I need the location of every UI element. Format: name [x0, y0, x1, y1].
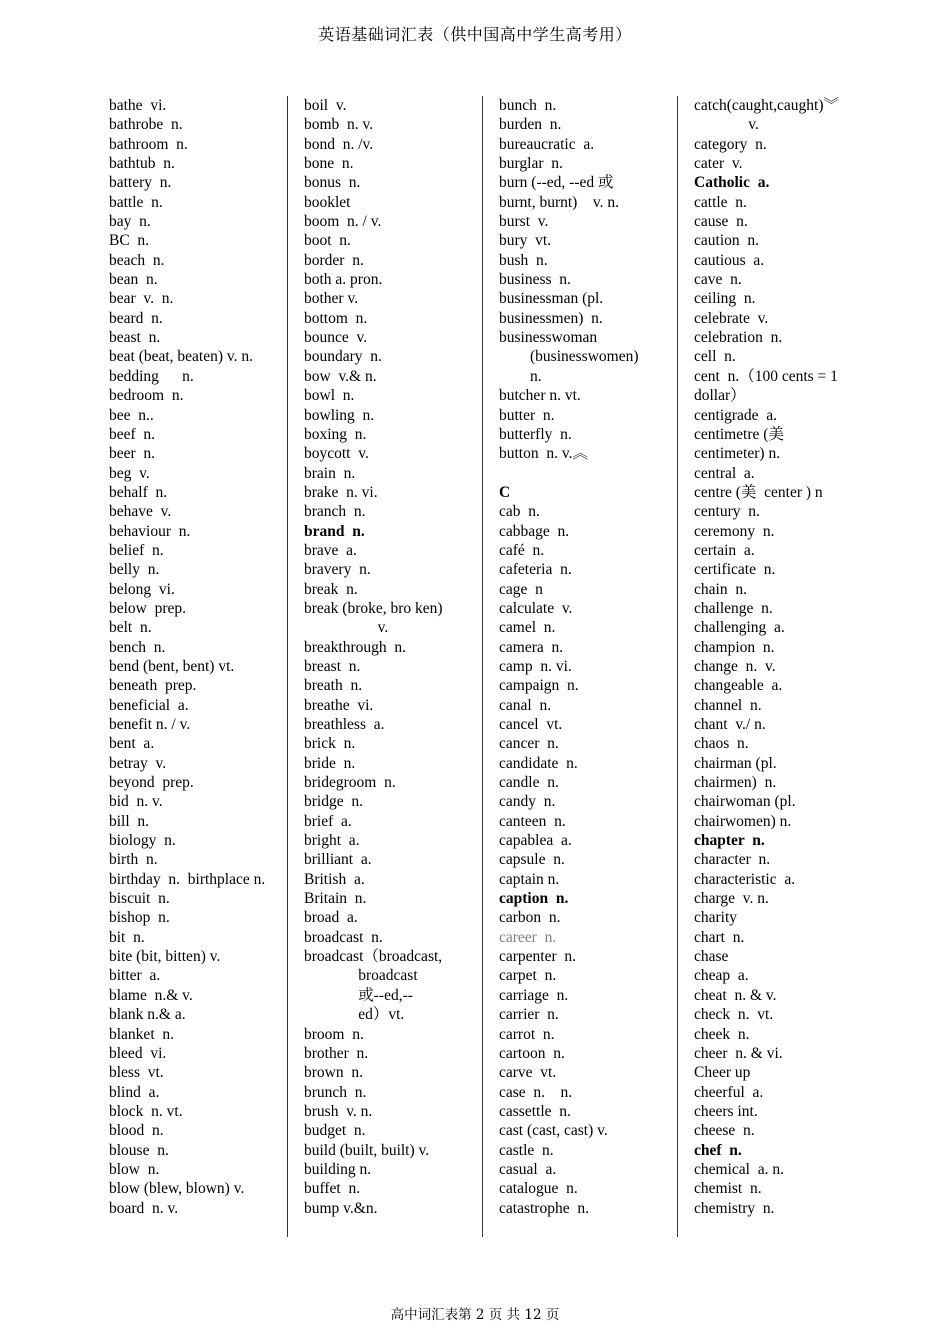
vocab-entry: bowl n. — [304, 387, 355, 405]
vocab-entry: bench n. — [109, 638, 166, 656]
vocab-entry: butterfly n. — [499, 425, 572, 443]
vocab-entry: centre (美 center ) n — [694, 483, 823, 501]
vocab-entry: challenging a. — [694, 619, 785, 637]
vocab-entry: beach n. — [109, 251, 165, 269]
vocab-entry: blanket n. — [109, 1025, 174, 1043]
vocab-entry: cave n. — [694, 271, 742, 289]
vocab-entry: beast n. — [109, 329, 161, 347]
vocab-entry: bravery n. — [304, 561, 371, 579]
vocab-entry: businesswoman (businesswomen) n. — [499, 329, 639, 385]
vocab-entry: brown n. — [304, 1064, 363, 1082]
vocab-entry: camp n. vi. — [499, 657, 572, 675]
vocab-entry: broadcast（broadcast, broadcast 或--ed,-- ed）vt. — [304, 948, 443, 1024]
vocab-entry: certificate n. — [694, 561, 776, 579]
vocab-entry: beat (beat, beaten) v. n. — [109, 348, 254, 366]
vocab-entry: bridge n. — [304, 793, 363, 811]
vocab-entry: bother v. — [304, 290, 359, 308]
vocab-entry: breathe vi. — [304, 696, 374, 714]
vocab-entry: catch(caught,caught)︾ v. — [694, 97, 840, 134]
vocab-entry: birth n. — [109, 851, 158, 869]
vocab-entry: chaos n. — [694, 735, 749, 753]
vocab-entry: capablea a. — [499, 832, 572, 850]
vocab-column-1 — [109, 96, 277, 1236]
vocab-entry: channel n. — [694, 696, 762, 714]
vocab-entry: ceremony n. — [694, 522, 775, 540]
vocab-entry: burden n. — [499, 116, 562, 134]
vocab-entry: bid n. v. — [109, 793, 163, 811]
vocab-entry: change n. v. — [694, 657, 776, 675]
vocab-entry: bridegroom n. — [304, 774, 396, 792]
vocab-entry: candle n. — [499, 774, 559, 792]
vocab-entry: chef n. — [694, 1141, 742, 1159]
vocab-entry: bit n. — [109, 928, 145, 946]
vocab-entry: bottom n. — [304, 309, 368, 327]
vocab-entry: century n. — [694, 503, 760, 521]
vocab-entry: canal n. — [499, 696, 552, 714]
vocab-entry: block n. vt. — [109, 1102, 183, 1120]
vocab-entry: blame n.& v. — [109, 986, 193, 1004]
vocab-entry: battle n. — [109, 193, 163, 211]
vocab-entry: button n. v.︽ — [499, 445, 588, 463]
vocab-entry: chant v./ n. — [694, 716, 766, 733]
vocab-entry: behave v. — [109, 503, 172, 521]
vocab-entry: beneath prep. — [109, 677, 197, 695]
vocab-entry: beard n. — [109, 309, 163, 327]
vocab-entry: brake n. vi. — [304, 483, 378, 501]
vocab-entry: cab n. — [499, 503, 540, 521]
vocab-entry: bee n.. — [109, 406, 154, 424]
vocab-entry: cent n.（100 cents = 1 dollar） — [694, 367, 838, 405]
vocab-column-4 — [694, 96, 864, 1236]
vocab-entry: betray v. — [109, 754, 167, 772]
vocab-entry: break (broke, bro ken) v. — [304, 599, 443, 637]
vocab-entry: bishop n. — [109, 909, 170, 927]
vocab-entry: bitter a. — [109, 967, 161, 985]
vocab-entry: British a. — [304, 870, 365, 888]
vocab-entry: cage n — [499, 580, 543, 598]
vocab-entry: benefit n. / v. — [109, 716, 191, 733]
vocab-entry: branch n. — [304, 503, 366, 521]
vocab-entry: brush v. n. — [304, 1102, 373, 1120]
vocab-entry: cancer n. — [499, 735, 559, 753]
vocab-entry: bleed vi. — [109, 1044, 167, 1062]
vocab-entry: cafeteria n. — [499, 561, 572, 579]
vocab-entry: boil v. — [304, 97, 347, 114]
vocab-entry: Britain n. — [304, 890, 367, 908]
vocab-entry: caution n. — [694, 232, 759, 250]
vocab-entry: blow n. — [109, 1160, 160, 1178]
vocab-entry: cheat n. & v. — [694, 986, 777, 1004]
vocab-entry: breast n. — [304, 657, 361, 675]
vocab-entry: boxing n. — [304, 425, 367, 443]
vocab-entry: candy n. — [499, 793, 556, 811]
vocab-entry: celebrate v. — [694, 309, 769, 327]
vocab-entry: bowling n. — [304, 406, 375, 424]
page-header: 英语基础词汇表（供中国高中学生高考用） — [318, 25, 632, 44]
vocab-entry: birthday n. birthplace n. — [109, 870, 266, 888]
vocab-entry: canteen n. — [499, 812, 566, 830]
vocab-entry: butcher n. vt. — [499, 387, 581, 405]
vocab-entry: carrier n. — [499, 1006, 559, 1024]
vocab-entry: blood n. — [109, 1122, 164, 1140]
column-divider — [677, 96, 678, 1237]
vocab-entry: carrot n. — [499, 1025, 555, 1043]
blank-line — [499, 464, 661, 483]
vocab-entry: belong vi. — [109, 580, 175, 598]
vocab-entry: breakthrough n. — [304, 638, 407, 656]
vocab-entry: cater v. — [694, 155, 743, 173]
vocab-entry: businessman (pl. businessmen) n. — [499, 290, 604, 327]
vocab-entry: biology n. — [109, 832, 176, 850]
vocab-entry: biscuit n. — [109, 890, 170, 908]
vocab-entry: bent a. — [109, 735, 155, 753]
vocab-entry: bless vt. — [109, 1064, 164, 1082]
vocab-column-2 — [304, 96, 464, 1236]
vocab-entry: celebration n. — [694, 329, 783, 347]
vocab-entry: bone n. — [304, 155, 354, 173]
vocab-entry: caption n. — [499, 890, 569, 908]
vocab-entry: beg v. — [109, 464, 150, 482]
vocab-entry: BC n. — [109, 232, 150, 250]
vocab-entry: chemical a. n. — [694, 1160, 784, 1178]
vocab-entry: centimetre (美 centimeter) n. — [694, 425, 784, 463]
vocab-entry: cabbage n. — [499, 522, 570, 540]
vocab-entry: champion n. — [694, 638, 775, 656]
vocab-entry: captain n. — [499, 870, 560, 888]
vocab-entry: brother n. — [304, 1044, 369, 1062]
vocab-entry: carriage n. — [499, 986, 569, 1004]
vocab-entry: casual a. — [499, 1160, 557, 1178]
vocab-entry: chemistry n. — [694, 1199, 775, 1217]
vocab-entry: bathrobe n. — [109, 116, 183, 134]
vocab-entry: chapter n. — [694, 832, 765, 850]
vocab-entry: cast (cast, cast) v. — [499, 1122, 608, 1140]
vocab-entry: category n. — [694, 135, 767, 153]
vocab-entry: bow v.& n. — [304, 367, 377, 385]
vocab-entry: brick n. — [304, 735, 356, 753]
vocab-entry: buffet n. — [304, 1180, 361, 1198]
vocab-entry: bear v. n. — [109, 290, 174, 308]
vocab-entry: brief a. — [304, 812, 352, 830]
vocab-entry: bedding n. — [109, 367, 194, 385]
vocab-entry: break n. — [304, 580, 358, 598]
vocab-entry: broom n. — [304, 1025, 364, 1043]
vocab-entry: business n. — [499, 271, 571, 289]
vocab-entry: cell n. — [694, 348, 736, 366]
vocab-entry: burglar n. — [499, 155, 563, 173]
vocab-entry: carpenter n. — [499, 948, 577, 966]
vocab-entry: charge v. n. — [694, 890, 769, 908]
page-footer: 高中词汇表第 2 页 共 12 页 — [390, 1307, 560, 1323]
vocab-entry: certain a. — [694, 541, 755, 559]
vocab-entry: case n. n. — [499, 1083, 573, 1101]
vocab-entry: beer n. — [109, 445, 156, 463]
vocab-entry: blow (blew, blown) v. — [109, 1180, 245, 1198]
vocab-entry: central a. — [694, 464, 755, 482]
vocab-entry: carpet n. — [499, 967, 557, 985]
vocab-entry: bathe vi. — [109, 97, 167, 114]
vocab-entry: belt n. — [109, 619, 152, 637]
vocab-entry: chase — [694, 948, 729, 966]
vocab-entry: brain n. — [304, 464, 356, 482]
vocab-entry: capsule n. — [499, 851, 565, 869]
vocab-entry: build (built, built) v. — [304, 1141, 430, 1159]
vocab-entry: cheese n. — [694, 1122, 755, 1140]
vocab-entry: ceiling n. — [694, 290, 756, 308]
vocab-entry: C — [499, 483, 511, 501]
vocab-entry: butter n. — [499, 406, 555, 424]
vocab-entry: calculate v. — [499, 599, 573, 617]
vocab-entry: brilliant a. — [304, 851, 372, 869]
vocab-entry: bush n. — [499, 251, 548, 269]
vocab-entry: characteristic a. — [694, 870, 796, 888]
vocab-entry: belief n. — [109, 541, 164, 559]
vocab-entry: chairman (pl. chairmen) n. — [694, 754, 777, 792]
vocab-entry: below prep. — [109, 599, 187, 617]
vocab-entry: character n. — [694, 851, 771, 869]
vocab-entry: chemist n. — [694, 1180, 762, 1198]
vocab-entry: cassettle n. — [499, 1102, 571, 1120]
vocab-entry: bomb n. v. — [304, 116, 374, 134]
vocab-entry: cheap a. — [694, 967, 749, 985]
vocab-entry: Cheer up — [694, 1064, 751, 1082]
vocab-entry: catalogue n. — [499, 1180, 578, 1198]
vocab-entry: burn (--ed, --ed 或 burnt, burnt) v. n. — [499, 174, 619, 211]
vocab-entry: bunch n. — [499, 97, 557, 114]
vocab-entry: cattle n. — [694, 193, 747, 211]
vocab-entry: bureaucratic a. — [499, 135, 595, 153]
vocab-entry: bend (bent, bent) vt. — [109, 657, 235, 675]
vocab-entry: behalf n. — [109, 483, 168, 501]
vocab-entry: boom n. / v. — [304, 213, 382, 231]
vocab-entry: bounce v. — [304, 329, 368, 347]
vocab-entry: bonus n. — [304, 174, 361, 192]
vocab-entry: blank n.& a. — [109, 1006, 186, 1024]
vocab-entry: carbon n. — [499, 909, 561, 927]
vocab-entry: breathless a. — [304, 716, 385, 733]
vocab-entry: behaviour n. — [109, 522, 191, 540]
vocab-entry: chain n. — [694, 580, 747, 598]
vocab-entry: chart n. — [694, 928, 745, 946]
vocab-entry: cheek n. — [694, 1025, 750, 1043]
vocab-entry: bright a. — [304, 832, 360, 850]
vocab-entry: both a. pron. — [304, 271, 383, 289]
vocab-entry: cartoon n. — [499, 1044, 565, 1062]
vocab-entry: bay n. — [109, 213, 151, 231]
vocab-entry: blouse n. — [109, 1141, 169, 1159]
vocab-entry: beneficial a. — [109, 696, 189, 714]
vocab-entry: check n. vt. — [694, 1006, 774, 1024]
vocab-entry: building n. — [304, 1160, 372, 1178]
vocab-entry: bathtub n. — [109, 155, 175, 173]
vocab-entry: breath n. — [304, 677, 363, 695]
vocab-entry: carve vt. — [499, 1064, 557, 1082]
vocab-entry: candidate n. — [499, 754, 578, 772]
vocab-entry: beyond prep. — [109, 774, 194, 792]
vocab-entry: bury vt. — [499, 232, 552, 250]
vocab-entry: cheerful a. — [694, 1083, 764, 1101]
vocab-entry: charity — [694, 909, 738, 927]
vocab-entry: boundary n. — [304, 348, 382, 366]
vocab-entry: brave a. — [304, 541, 357, 559]
vocab-entry: catastrophe n. — [499, 1199, 589, 1217]
vocab-entry: cheer n. & vi. — [694, 1044, 783, 1062]
vocab-entry: bathroom n. — [109, 135, 188, 153]
vocab-entry: broad a. — [304, 909, 358, 927]
vocab-entry: beef n. — [109, 425, 156, 443]
vocab-entry: cheers int. — [694, 1102, 758, 1120]
vocab-entry: bite (bit, bitten) v. — [109, 948, 221, 966]
vocab-entry: challenge n. — [694, 599, 773, 617]
column-divider — [482, 96, 483, 1237]
vocab-entry: bill n. — [109, 812, 150, 830]
vocab-entry: cancel vt. — [499, 716, 563, 733]
vocab-entry: bean n. — [109, 271, 158, 289]
vocab-entry: board n. v. — [109, 1199, 179, 1217]
vocab-entry: chairwoman (pl. chairwomen) n. — [694, 793, 796, 830]
column-divider — [287, 96, 288, 1237]
vocab-entry: cause n. — [694, 213, 748, 231]
vocab-entry: blind a. — [109, 1083, 160, 1101]
vocab-entry: café n. — [499, 541, 545, 559]
vocab-entry: career n. — [499, 928, 557, 946]
vocab-entry: belly n. — [109, 561, 160, 579]
vocab-entry: campaign n. — [499, 677, 579, 695]
vocab-entry: changeable a. — [694, 677, 783, 695]
vocab-entry: bedroom n. — [109, 387, 184, 405]
vocab-entry: camel n. — [499, 619, 556, 637]
vocab-entry: bride n. — [304, 754, 356, 772]
vocab-entry: burst v. — [499, 213, 549, 231]
vocab-entry: boot n. — [304, 232, 351, 250]
vocab-entry: bond n. /v. — [304, 135, 374, 153]
vocab-entry: brand n. — [304, 522, 365, 540]
vocab-entry: broadcast n. — [304, 928, 383, 946]
vocab-entry: booklet — [304, 193, 351, 211]
vocab-entry: battery n. — [109, 174, 172, 192]
vocab-entry: bump v.&n. — [304, 1199, 378, 1217]
vocab-entry: cautious a. — [694, 251, 765, 269]
vocab-entry: camera n. — [499, 638, 564, 656]
vocab-entry: castle n. — [499, 1141, 554, 1159]
vocab-entry: Catholic a. — [694, 174, 770, 192]
vocab-entry: budget n. — [304, 1122, 366, 1140]
vocab-column-3 — [499, 96, 661, 1236]
vocab-entry: border n. — [304, 251, 364, 269]
vocab-entry: brunch n. — [304, 1083, 367, 1101]
vocab-entry: centigrade a. — [694, 406, 778, 424]
vocab-entry: boycott v. — [304, 445, 369, 463]
